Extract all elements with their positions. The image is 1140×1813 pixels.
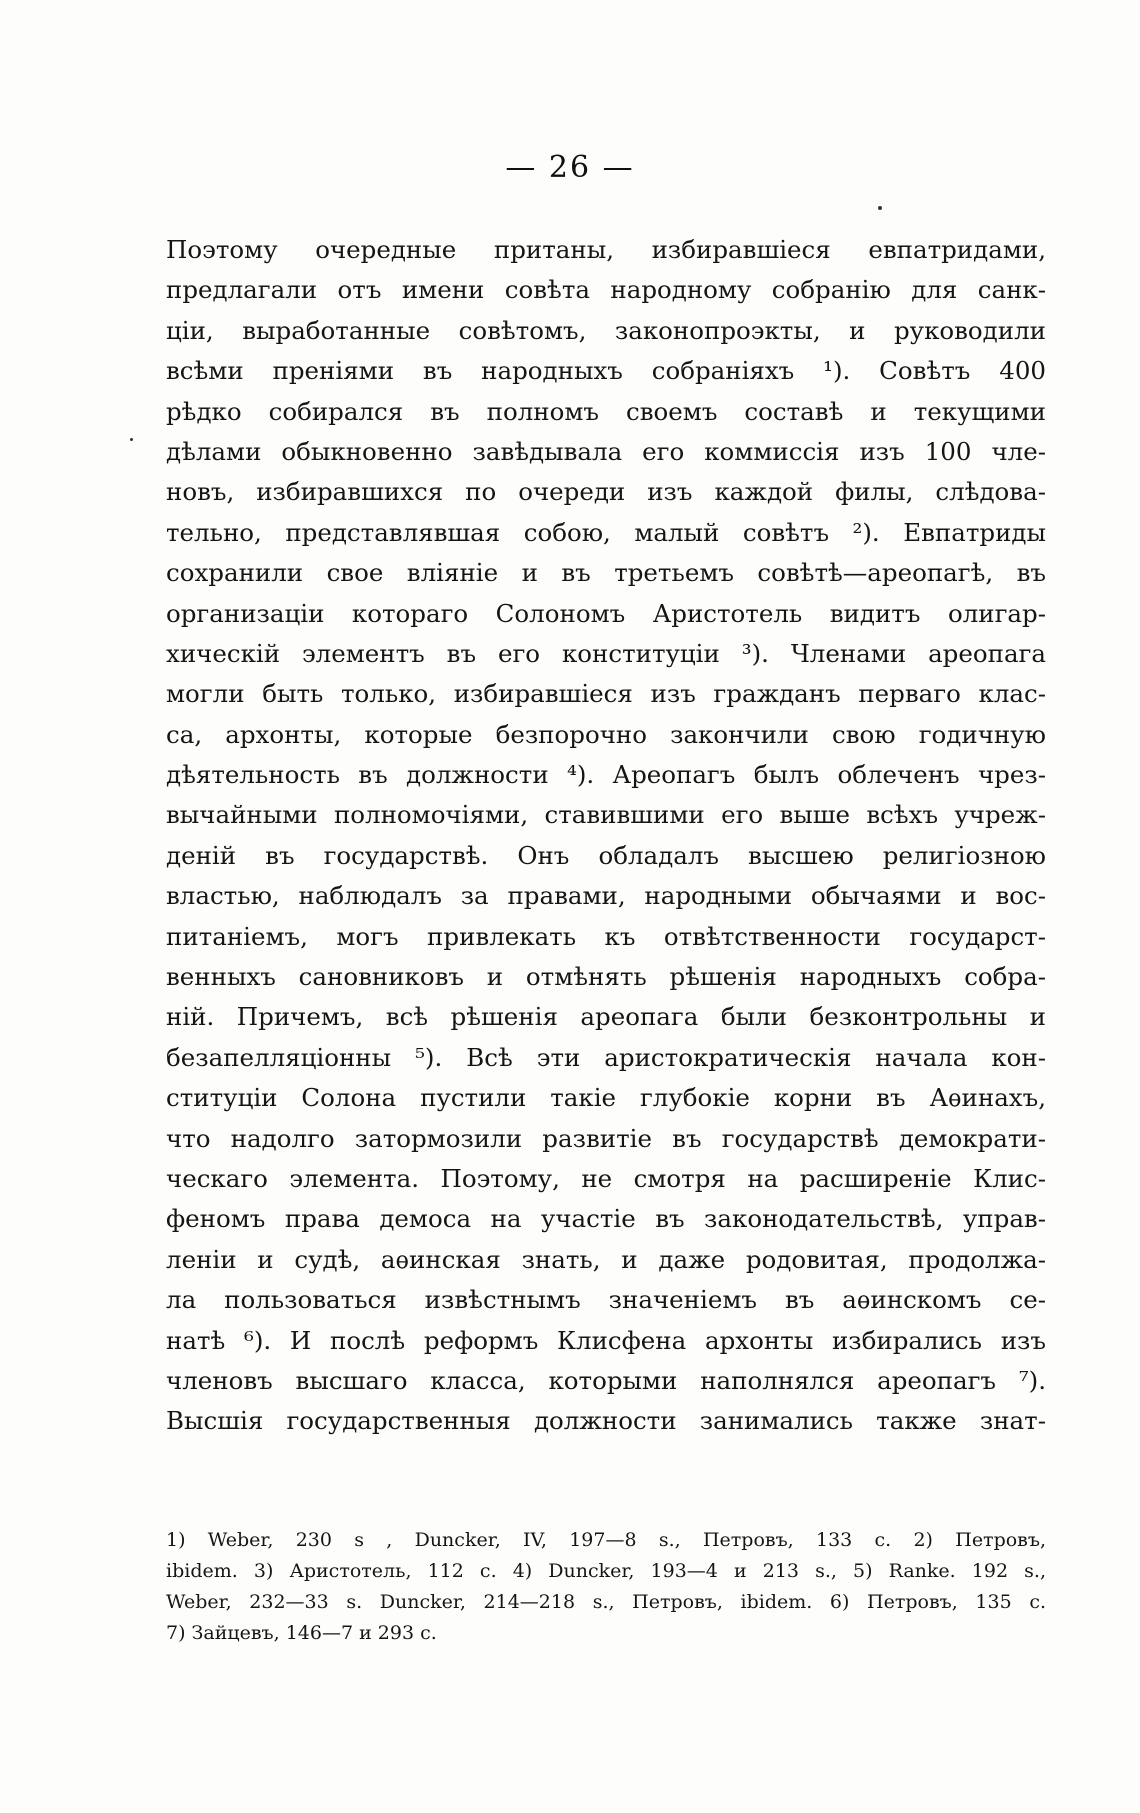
text-line: рѣдко собирался въ полномъ своемъ составѣ и текущими xyxy=(166,396,1046,426)
print-speck xyxy=(878,206,882,210)
text-line: ческаго элемента. Поэтому, не смотря на расширеніе Клис- xyxy=(166,1163,1046,1193)
text-line: деній въ государствѣ. Онъ обладалъ высшею религіозною xyxy=(166,840,1046,870)
text-line: могли быть только, избиравшіеся изъ гражданъ перваго клас- xyxy=(166,679,1046,709)
text-line: хическій элементъ въ его конституціи ³). Членами ареопага xyxy=(166,638,1046,668)
text-line: организаціи котораго Солономъ Аристотель видитъ олигар- xyxy=(166,598,1046,628)
text-line: Поэтому очередные пританы, избиравшіеся евпатридами, xyxy=(166,235,1046,264)
text-line: всѣми преніями въ народныхъ собраніяхъ ¹). Совѣтъ 400 xyxy=(166,356,1046,386)
text-line: ституціи Солона пустили такіе глубокіе корни въ Аѳинахъ, xyxy=(166,1083,1046,1113)
text-line: ціи, выработанные совѣтомъ, законопроэкты, и руководили xyxy=(166,315,1046,345)
footnotes xyxy=(166,1525,1046,1649)
footnote-line: ibidem. 3) Аристотель, 112 с. 4) Duncker, 193—4 и 213 s., 5) Ranke. 192 s., xyxy=(166,1560,1046,1582)
text-line: Высшія государственныя должности занимались также знат- xyxy=(166,1406,1046,1436)
text-line: дѣлами обыкновенно завѣдывала его коммиссія изъ 100 чле- xyxy=(166,436,1046,466)
text-line: дѣятельность въ должности ⁴). Ареопагъ былъ облеченъ чрез- xyxy=(166,760,1046,790)
text-line: венныхъ сановниковъ и отмѣнять рѣшенія народныхъ собра- xyxy=(166,962,1046,992)
text-line: феномъ права демоса на участіе въ законодательствѣ, управ- xyxy=(166,1204,1046,1234)
text-line: безапелляціонны ⁵). Всѣ эти аристократическія начала кон- xyxy=(166,1042,1046,1072)
text-line: новъ, избиравшихся по очереди изъ каждой филы, слѣдова- xyxy=(166,477,1046,507)
text-line: сохранили свое вліяніе и въ третьемъ совѣтѣ—ареопагѣ, въ xyxy=(166,558,1046,588)
footnote-line: 7) Зайцевъ, 146—7 и 293 с. xyxy=(166,1622,437,1644)
text-line: натѣ ⁶). И послѣ реформъ Клисфена архонты избирались изъ xyxy=(166,1325,1046,1355)
text-line: вычайными полномочіями, ставившими его выше всѣхъ учреж- xyxy=(166,800,1046,830)
text-line: тельно, представлявшая собою, малый совѣтъ ²). Евпатриды xyxy=(166,517,1046,547)
text-line: питаніемъ, могъ привлекать къ отвѣтственности государст- xyxy=(166,921,1046,951)
footnote-line: 1) Weber, 230 s , Duncker, IV, 197—8 s., Петровъ, 133 с. 2) Петровъ, xyxy=(166,1529,1046,1551)
page-number: — 26 — xyxy=(505,150,635,185)
text-line: ла пользоваться извѣстнымъ значеніемъ въ аѳинскомъ се- xyxy=(166,1285,1046,1315)
footnote-line: Weber, 232—33 s. Duncker, 214—218 s., Петровъ, ibidem. 6) Петровъ, 135 с. xyxy=(166,1591,1046,1613)
text-line: членовъ высшаго класса, которыми наполнялся ареопагъ ⁷). xyxy=(166,1365,1046,1395)
text-line: властью, наблюдалъ за правами, народными обычаями и вос- xyxy=(166,881,1046,911)
text-line: леніи и судѣ, аѳинская знать, и даже родовитая, продолжа- xyxy=(166,1244,1046,1274)
main-text xyxy=(166,230,1046,1442)
text-line: ній. Причемъ, всѣ рѣшенія ареопага были безконтрольны и xyxy=(166,1002,1046,1032)
text-line: са, архонты, которые безпорочно закончили свою годичную xyxy=(166,719,1046,749)
text-line: предлагали отъ имени совѣта народному собранію для санк- xyxy=(166,275,1046,305)
text-line: что надолго затормозили развитіе въ государствѣ демократи- xyxy=(166,1123,1046,1153)
print-speck xyxy=(130,438,133,441)
